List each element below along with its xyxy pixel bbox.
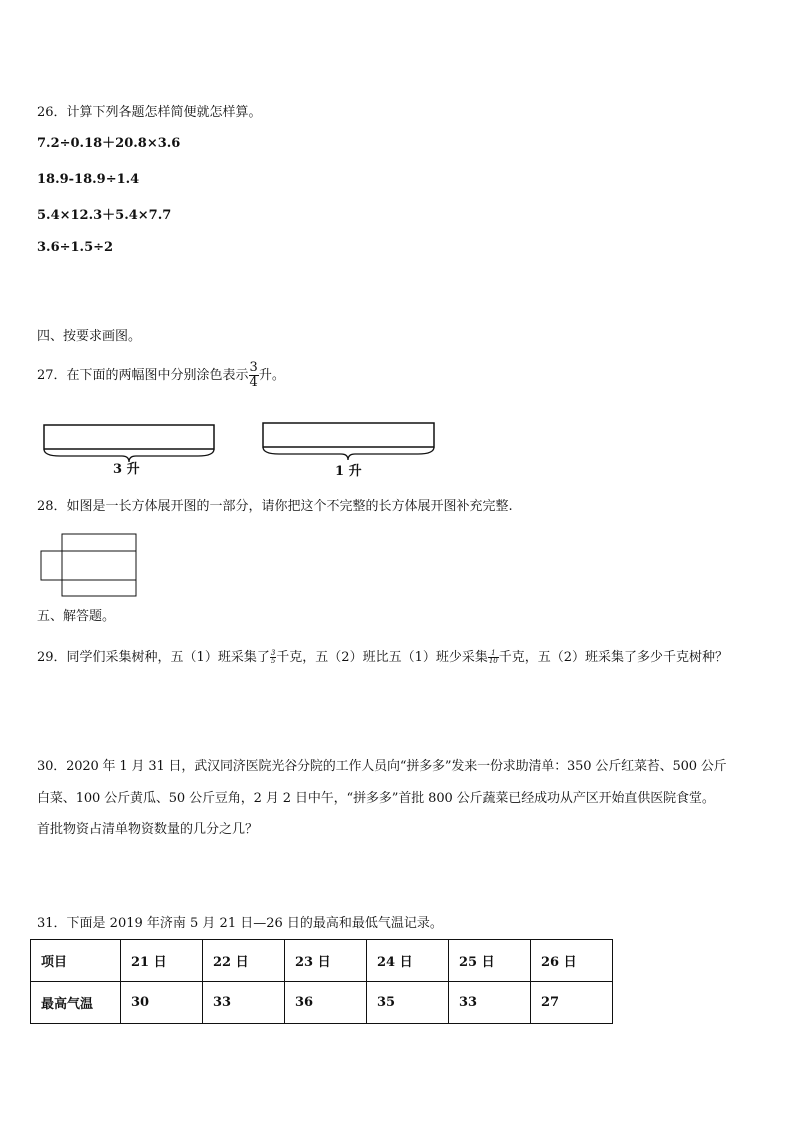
q30-line-1: 30．2020 年 1 月 31 日，武汉同济医院光谷分院的工作人员向“拼多多”发来一份求助清单：350 公斤红菜苔、500 公斤 [37, 759, 727, 774]
fraction-numerator: 3 [249, 360, 258, 375]
brace-1-liter [263, 447, 434, 460]
q29-part1: 29．同学们采集树种，五（1）班采集了 [37, 650, 270, 665]
temperature-table [30, 939, 613, 1024]
q27-suffix: 升。 [258, 368, 285, 383]
table-cell: 36 [285, 982, 367, 1024]
bar-1-liter-label: 1 升 [335, 464, 362, 479]
brace-3-liter [44, 449, 214, 462]
bar-1-liter [263, 423, 434, 447]
fraction-denominator: 10 [488, 657, 498, 665]
bar-3-liter-label: 3 升 [113, 462, 140, 477]
q31-title: 31．下面是 2019 年济南 5 月 21 日—26 日的最高和最低气温记录。 [37, 916, 443, 931]
table-cell: 24 日 [367, 940, 449, 982]
table-cell: 23 日 [285, 940, 367, 982]
q29-part2: 千克，五（2）班比五（1）班少采集 [276, 650, 488, 665]
table-cell: 21 日 [121, 940, 203, 982]
net-main-face [62, 534, 136, 596]
table-cell: 项目 [31, 940, 121, 982]
fraction-denominator: 4 [249, 375, 258, 390]
q30-line-2: 白菜、100 公斤黄瓜、50 公斤豆角，2 月 2 日中午，“拼多多”首批 800 公斤蔬菜已经成功从产区开始直供医院食堂。 [37, 791, 715, 806]
table-cell: 33 [203, 982, 285, 1024]
table-cell: 30 [121, 982, 203, 1024]
q26-item-1: 7.2÷0.18＋20.8×3.6 [37, 136, 181, 151]
table-cell: 26 日 [531, 940, 613, 982]
table-cell: 27 [531, 982, 613, 1024]
q26-item-2: 18.9-18.9÷1.4 [37, 172, 140, 187]
q29-part3: 千克，五（2）班采集了多少千克树种？ [498, 650, 729, 665]
section-5-heading: 五、解答题。 [37, 609, 116, 624]
fraction-numerator: 3 [270, 649, 276, 657]
q27-prefix: 27．在下面的两幅图中分别涂色表示 [37, 368, 249, 383]
q26-item-4: 3.6÷1.5÷2 [37, 240, 114, 255]
net-side-face [41, 551, 62, 580]
table-cell: 35 [367, 982, 449, 1024]
q28-title: 28．如图是一长方体展开图的一部分，请你把这个不完整的长方体展开图补充完整. [37, 499, 513, 514]
section-4-heading: 四、按要求画图。 [37, 329, 142, 344]
q29-prompt [37, 650, 728, 666]
fraction-numerator: 1 [488, 650, 499, 658]
table-cell: 22 日 [203, 940, 285, 982]
bar-3-liter [44, 425, 214, 449]
q26-title: 26．计算下列各题怎样简便就怎样算。 [37, 105, 262, 120]
table-cell: 33 [449, 982, 531, 1024]
q26-item-3: 5.4×12.3＋5.4×7.7 [37, 208, 172, 223]
table-cell: 最高气温 [31, 982, 121, 1024]
q30-line-3: 首批物资占清单物资数量的几分之几？ [37, 822, 259, 837]
table-row-header [31, 940, 613, 982]
fraction-1-10 [488, 650, 499, 665]
table-row-max-temp [31, 982, 613, 1024]
fraction-denominator: 5 [270, 657, 276, 665]
table-cell: 25 日 [449, 940, 531, 982]
